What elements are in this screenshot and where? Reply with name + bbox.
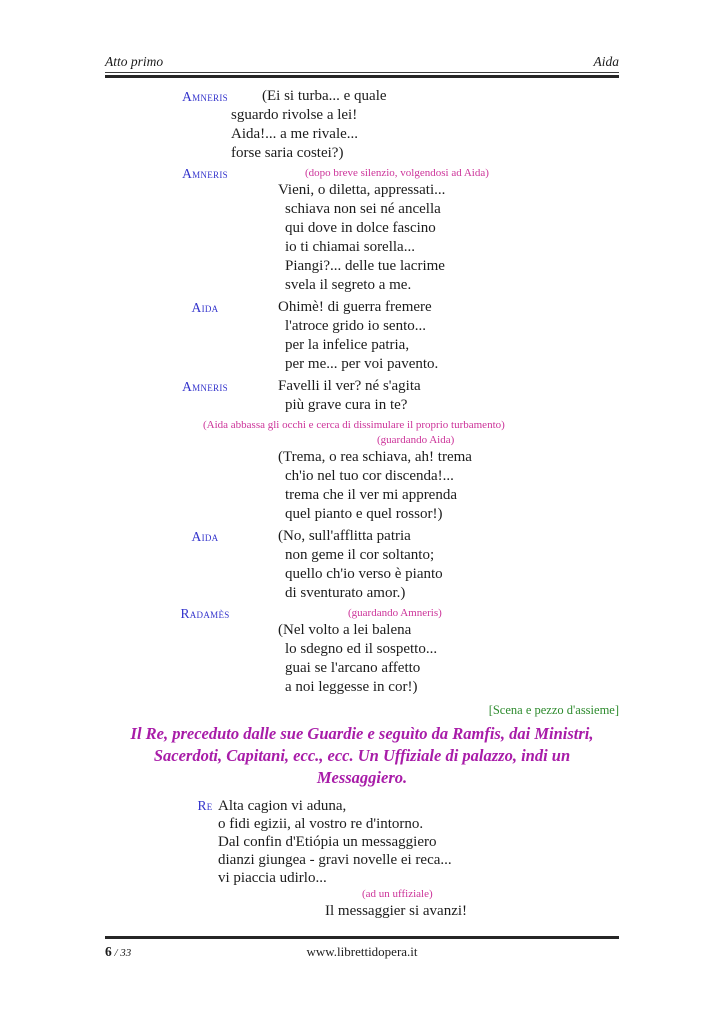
verse-line: svela il segreto a me. bbox=[285, 277, 412, 293]
verse-line: Dal confin d'Etiópia un messaggiero bbox=[218, 834, 437, 850]
verse-line: vi piaccia udirlo... bbox=[218, 870, 327, 886]
verse-line: Aida!... a me rivale... bbox=[231, 126, 359, 142]
verse-line: guai se l'arcano affetto bbox=[285, 660, 421, 676]
verse-line: ch'io nel tuo cor discenda!... bbox=[285, 468, 454, 484]
verse-line: (Trema, o rea schiava, ah! trema bbox=[278, 449, 472, 465]
scene-marker: [Scena e pezzo d'assieme] bbox=[488, 703, 619, 717]
scene-description-line: Messaggiero. bbox=[316, 768, 408, 787]
verse-line: quello ch'io verso è pianto bbox=[285, 566, 443, 582]
verse-line: Ohimè! di guerra fremere bbox=[278, 299, 432, 315]
stage-direction: (Aida abbassa gli occhi e cerca di dissimulare il proprio turbamento) bbox=[203, 419, 505, 431]
speaker-label: Amneris bbox=[182, 89, 228, 104]
verse-line: io ti chiamai sorella... bbox=[285, 239, 415, 255]
verse-line: schiava non sei né ancella bbox=[285, 201, 441, 217]
verse-line: trema che il ver mi apprenda bbox=[285, 487, 458, 503]
verse-line: dianzi giungea - gravi novelle ei reca... bbox=[218, 852, 452, 868]
verse-line: più grave cura in te? bbox=[285, 397, 408, 413]
verse-line: a noi leggesse in cor!) bbox=[285, 679, 418, 695]
stage-direction: (dopo breve silenzio, volgendosi ad Aida) bbox=[305, 167, 489, 179]
speech-block bbox=[105, 166, 619, 295]
speech-block bbox=[105, 87, 619, 163]
speaker-label: Aida bbox=[191, 529, 219, 544]
verse-line: per la infelice patria, bbox=[285, 337, 410, 353]
speaker-label: Amneris bbox=[182, 166, 228, 181]
libretto-body bbox=[105, 87, 619, 923]
verse-line: Il messaggier si avanzi! bbox=[325, 903, 468, 919]
verse-line: Alta cagion vi aduna, bbox=[218, 798, 347, 814]
header-rule bbox=[105, 72, 619, 78]
scene-description bbox=[105, 723, 619, 789]
speech-block bbox=[105, 298, 619, 374]
speech-block bbox=[105, 527, 619, 603]
act-title: Atto primo bbox=[105, 54, 164, 69]
stage-direction: (ad un uffiziale) bbox=[362, 888, 433, 900]
opera-title: Aida bbox=[593, 54, 619, 69]
scene-description-line: Il Re, preceduto dalle sue Guardie e seguìto da Ramfis, dai Ministri, bbox=[130, 724, 594, 743]
verse-line: Favelli il ver? né s'agita bbox=[278, 378, 421, 394]
speaker-label: Radamès bbox=[180, 606, 230, 621]
speech-block bbox=[105, 377, 619, 415]
speaker-label: Amneris bbox=[182, 379, 228, 394]
verse-line: quel pianto e quel rossor!) bbox=[285, 506, 443, 522]
speech-block bbox=[105, 606, 619, 697]
verse-line: (Ei si turba... e quale bbox=[262, 88, 387, 104]
speaker-label: Re bbox=[197, 798, 213, 813]
verse-line: forse saria costei?) bbox=[231, 145, 344, 161]
speaker-label: Aida bbox=[191, 300, 219, 315]
page-number: 6 / 33 bbox=[105, 944, 132, 959]
verse-line: per me... per voi pavento. bbox=[285, 356, 439, 372]
verse-line: sguardo rivolse a lei! bbox=[231, 107, 358, 123]
page-header bbox=[105, 54, 619, 78]
verse-line: lo sdegno ed il sospetto... bbox=[285, 641, 438, 657]
speech-block bbox=[105, 797, 619, 920]
stage-direction: (guardando Amneris) bbox=[348, 607, 442, 619]
verse-line: di sventurato amor.) bbox=[285, 585, 406, 601]
page-footer bbox=[105, 936, 619, 960]
verse-line: Piangi?... delle tue lacrime bbox=[285, 258, 445, 274]
verse-line: o fidi egizii, al vostro re d'intorno. bbox=[218, 816, 424, 832]
verse-line: (No, sull'afflitta patria bbox=[278, 528, 411, 544]
speech-block bbox=[105, 418, 619, 524]
verse-line: qui dove in dolce fascino bbox=[285, 220, 436, 236]
verse-line: Vieni, o diletta, appressati... bbox=[278, 182, 446, 198]
footer-rule bbox=[105, 936, 619, 939]
site-link[interactable]: www.librettidopera.it bbox=[306, 944, 418, 959]
verse-line: l'atroce grido io sento... bbox=[285, 318, 426, 334]
verse-line: non geme il cor soltanto; bbox=[285, 547, 435, 563]
scene-description-line: Sacerdoti, Capitani, ecc., ecc. Un Uffiziale di palazzo, indi un bbox=[153, 746, 571, 765]
stage-direction: (guardando Aida) bbox=[377, 434, 455, 446]
verse-line: (Nel volto a lei balena bbox=[278, 622, 412, 638]
